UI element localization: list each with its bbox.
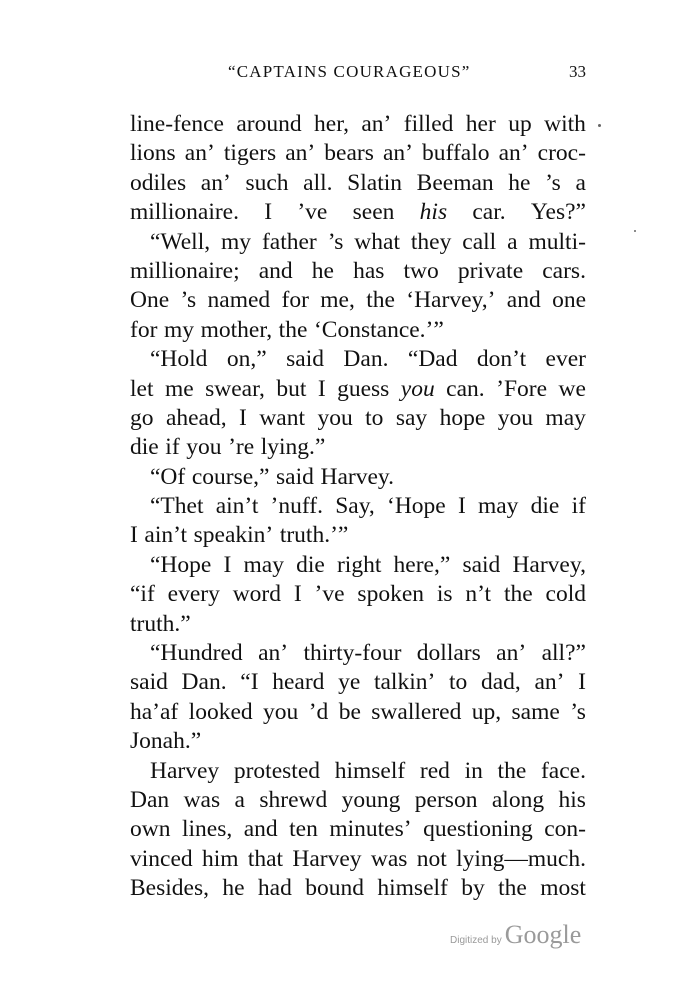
text-line: Harvey protested himself red in the face. (150, 757, 586, 784)
text-line: vinced him that Harvey was not lying—much. (130, 845, 586, 872)
body-text (130, 110, 586, 904)
text-line: Besides, he had bound himself by the most (130, 875, 586, 902)
text-line: I ain’t speakin’ truth.’” (130, 522, 349, 549)
text-line: “Hundred an’ thirty-four dollars an’ all?” (150, 640, 586, 667)
text-line: “Hold on,” said Dan. “Dad don’t ever (150, 346, 586, 373)
text-line: ha’af looked you ’d be swallered up, same ’s (130, 698, 586, 725)
text-line: millionaire. I ’ve seen his car. Yes?” (130, 199, 586, 226)
text-line: odiles an’ such all. Slatin Beeman he ’s a (130, 169, 586, 196)
running-header (130, 62, 586, 92)
text-line: One ’s named for me, the ‘Harvey,’ and one (130, 287, 586, 314)
text-line: “Of course,” said Harvey. (150, 463, 394, 490)
text-line: Jonah.” (130, 728, 202, 755)
text-line: let me swear, but I guess you can. ’Fore we (130, 375, 586, 402)
page-speck (634, 230, 636, 232)
text-line: “Well, my father ’s what they call a multi- (150, 228, 586, 255)
text-line: die if you ’re lying.” (130, 434, 326, 461)
text-line: truth.” (130, 610, 191, 637)
text-line: “Thet ain’t ’nuff. Say, ‘Hope I may die if (150, 493, 586, 520)
text-line: for my mother, the ‘Constance.’” (130, 316, 444, 343)
google-logo: Google (504, 920, 582, 949)
text-line: millionaire; and he has two private cars. (130, 257, 586, 284)
running-title: “CAPTAINS COURAGEOUS” (228, 62, 471, 81)
text-line: “Hope I may die right here,” said Harvey, (150, 551, 586, 578)
text-line: go ahead, I want you to say hope you may (130, 404, 586, 431)
text-line: lions an’ tigers an’ bears an’ buffalo an’ croc- (130, 140, 586, 167)
page-speck (598, 124, 601, 127)
text-line: own lines, and ten minutes’ questioning con- (130, 816, 586, 843)
text-line: said Dan. “I heard ye talkin’ to dad, an’ I (130, 669, 586, 696)
digitized-label: Digitized by (450, 935, 502, 946)
text-line: Dan was a shrewd young person along his (130, 786, 586, 813)
text-line: “if every word I ’ve spoken is n’t the cold (130, 581, 586, 608)
page-number: 33 (569, 62, 586, 81)
text-line: line-fence around her, an’ filled her up with (130, 111, 586, 137)
digitized-watermark (450, 920, 581, 950)
